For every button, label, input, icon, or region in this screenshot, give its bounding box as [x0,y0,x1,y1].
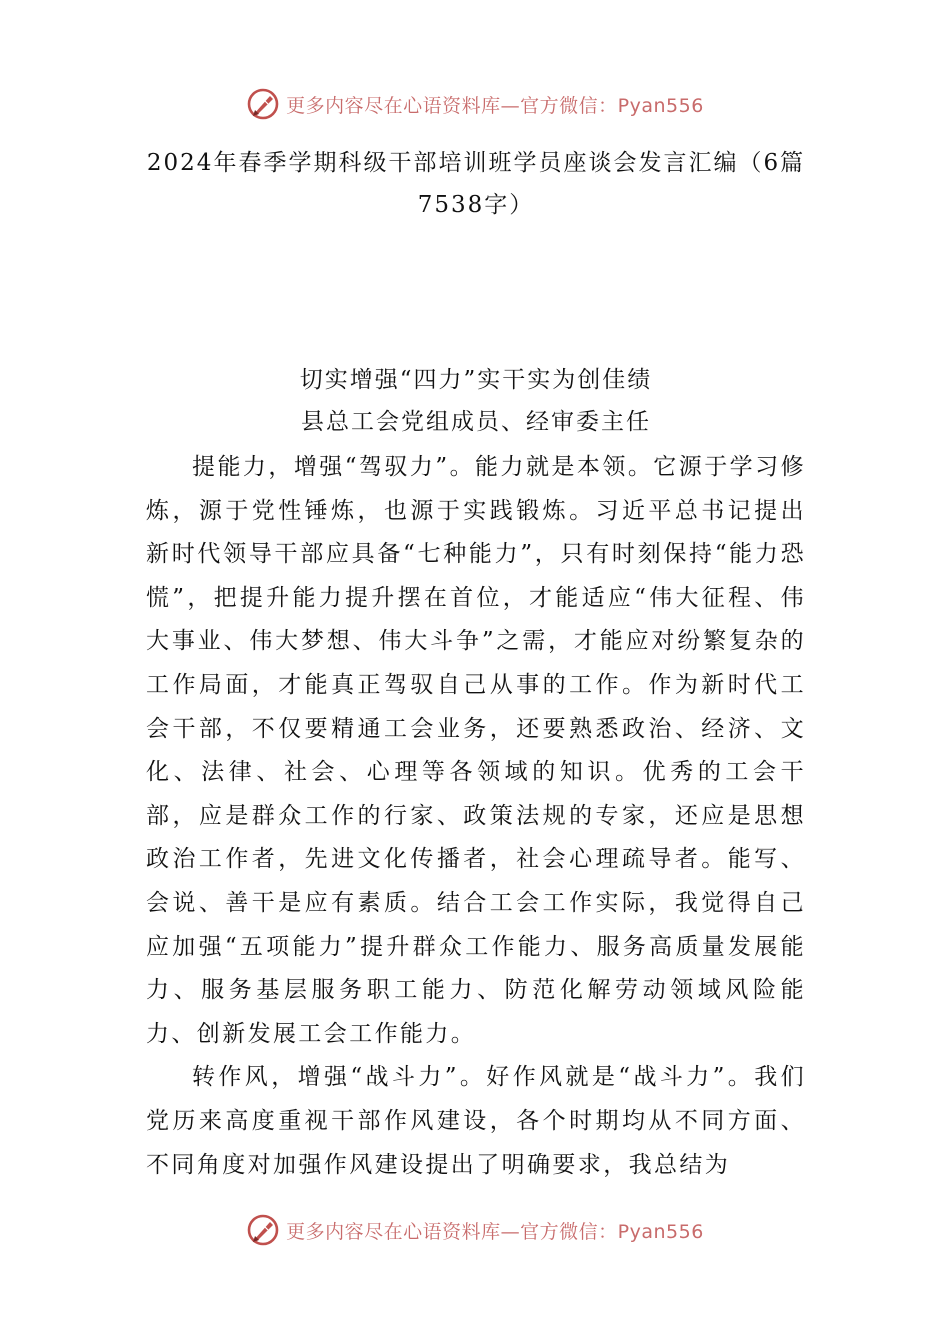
body-paragraph: 转作风，增强“战斗力”。好作风就是“战斗力”。我们党历来高度重视干部作风建设，各个时期均从不同方面、不同角度对加强作风建设提出了明确要求，我总结为 [146,1064,806,1178]
article-title: 切实增强“四力”实干实为创佳绩 [299,367,653,393]
article-body [146,446,806,1187]
watermark-footer [0,1210,950,1250]
watermark-text: 更多内容尽在心语资料库—官方微信：Pyan556 [286,94,704,117]
watermark-header [0,84,950,124]
quill-pen-logo-icon [246,87,280,121]
wechat-id: Pyan556 [617,94,704,117]
document-title: 2024年春季学期科级干部培训班学员座谈会发言汇编（6篇7538字） [146,150,806,218]
wechat-id: Pyan556 [617,1220,704,1243]
article-author: 县总工会党组成员、经审委主任 [301,409,651,435]
watermark-text: 更多内容尽在心语资料库—官方微信：Pyan556 [286,1220,704,1243]
body-paragraph: 提能力，增强“驾驭力”。能力就是本领。它源于学习修炼，源于党性锤炼，也源于实践锻炼。习近平总书记提出新时代领导干部应具备“七种能力”，只有时刻保持“能力恐慌”，把提升能力提升摆在首位，才能适应“伟大征程、伟大事业、伟大梦想、伟大斗争”之需，才能应对纷繁复杂的工作局面，才能真正驾驭自己从事的工作。作为新时代工会干部，不仅要精通工会业务，还要熟悉政治、经济、文化、法律、社会、心理等各领域的知识。优秀的工会干部，应是群众工作的行家、政策法规的专家，还应是思想政治工作者，先进文化传播者，社会心理疏导者。能写、会说、善干是应有素质。结合工会工作实际，我觉得自己应加强“五项能力”提升群众工作能力、服务高质量发展能力、服务基层服务职工能力、防范化解劳动领域风险能力、创新发展工会工作能力。 [146,454,806,1047]
quill-pen-logo-icon [246,1213,280,1247]
